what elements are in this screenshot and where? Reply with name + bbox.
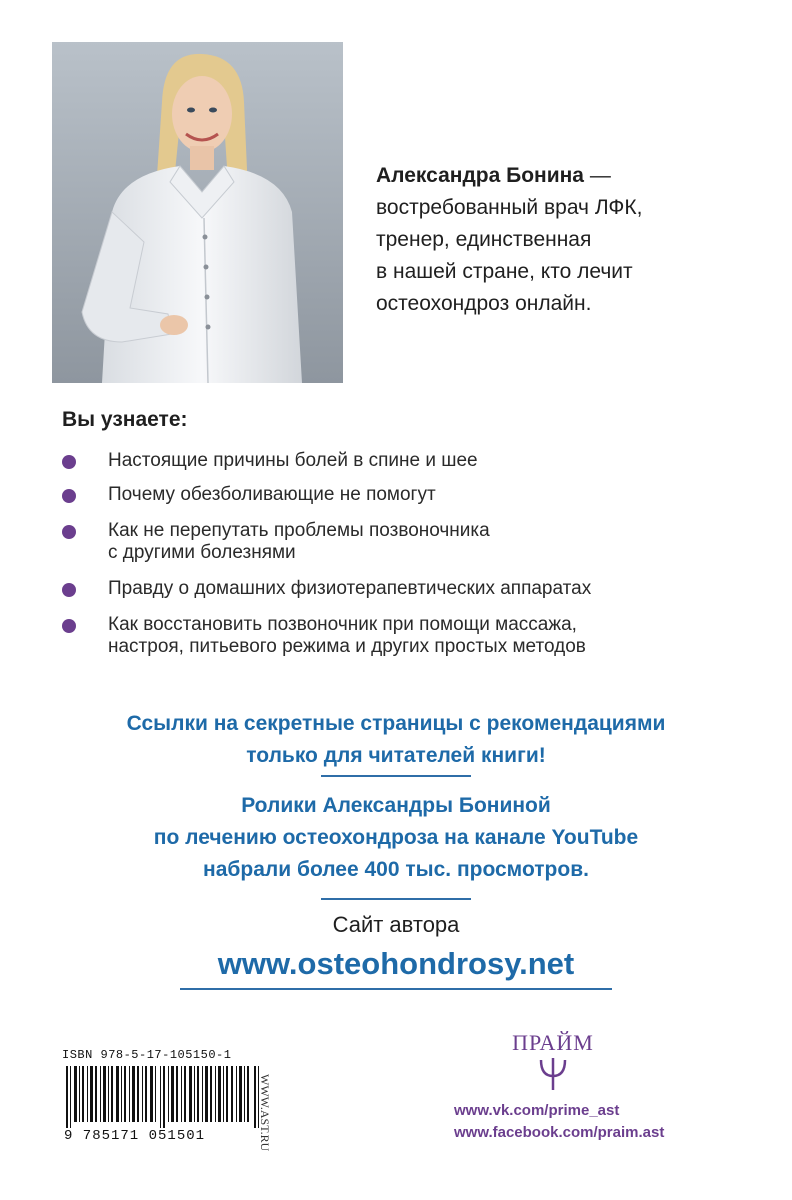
divider bbox=[180, 988, 612, 990]
vk-link[interactable]: www.vk.com/prime_ast bbox=[454, 1102, 620, 1119]
barcode bbox=[62, 1066, 268, 1128]
social-links bbox=[454, 1100, 664, 1144]
author-photo bbox=[52, 42, 343, 383]
psi-icon bbox=[533, 1056, 573, 1092]
bullet-dot-icon bbox=[62, 619, 76, 633]
author-line-1: востребованный врач ЛФК, bbox=[376, 196, 643, 219]
author-line-3: в нашей стране, кто лечит bbox=[376, 260, 633, 283]
divider bbox=[321, 898, 471, 900]
youtube-promo: Ролики Александры Бониной по лечению остеохондроза на канале YouTube набрали более 400 тыс. просмотров. bbox=[153, 794, 639, 881]
list-item: Как восстановить позвоночник при помощи массажа, настроя, питьевого режима и других простых методов bbox=[62, 614, 742, 658]
list-item: Правду о домашних физиотерапевтических аппаратах bbox=[62, 578, 742, 600]
isbn: ISBN 978-5-17-105150-1 bbox=[62, 1048, 232, 1062]
site-label: Сайт автора bbox=[332, 912, 460, 937]
publisher-name: ПРАЙМ bbox=[512, 1030, 594, 1055]
author-line-0: — bbox=[584, 164, 611, 187]
author-name: Александра Бонина bbox=[376, 164, 584, 187]
list-item: Почему обезболивающие не помогут bbox=[62, 484, 742, 506]
divider bbox=[321, 775, 471, 777]
ast-url: WWW.AST.RU bbox=[258, 1074, 272, 1152]
learn-list bbox=[62, 450, 742, 658]
bullet-dot-icon bbox=[62, 583, 76, 597]
bullet-dot-icon bbox=[62, 525, 76, 539]
secret-links-note: Ссылки на секретные страницы с рекомендациями только для читателей книги! bbox=[126, 712, 666, 767]
barcode-digits: 9 785171 051501 bbox=[64, 1128, 206, 1144]
bullet-dot-icon bbox=[62, 489, 76, 503]
list-item: Как не перепутать проблемы позвоночника с другими болезнями bbox=[62, 520, 742, 564]
list-item: Настоящие причины болей в спине и шее bbox=[62, 450, 742, 472]
facebook-link[interactable]: www.facebook.com/praim.ast bbox=[454, 1124, 665, 1141]
publisher-logo bbox=[498, 1030, 608, 1097]
site-url: www.osteohondrosy.net bbox=[217, 946, 575, 981]
author-blurb bbox=[376, 160, 766, 320]
bullet-dot-icon bbox=[62, 455, 76, 469]
author-line-2: тренер, единственная bbox=[376, 228, 592, 251]
learn-heading: Вы узнаете: bbox=[62, 408, 188, 431]
author-line-4: остеохондроз онлайн. bbox=[376, 292, 592, 315]
